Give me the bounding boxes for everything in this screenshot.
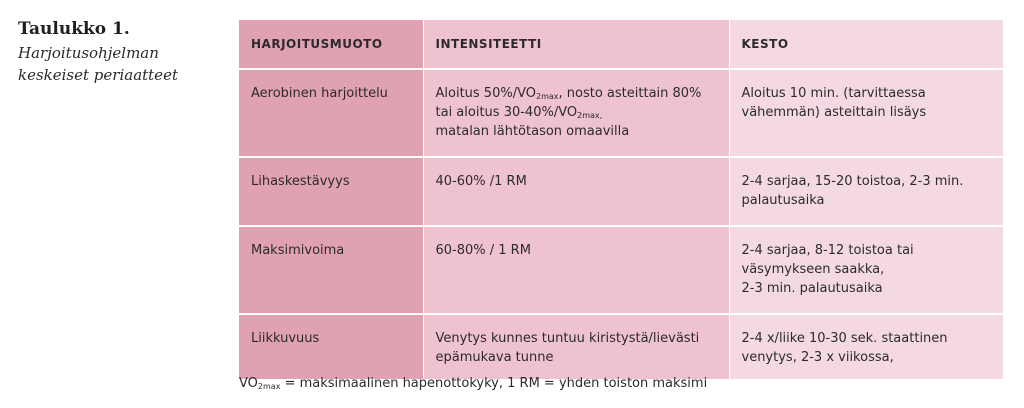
table-title: [18, 42, 218, 86]
table-row: [239, 69, 1003, 157]
cell-duration: Aloitus 10 min. (tarvittaessa vähemmän) asteittain lisäys: [729, 69, 1003, 157]
table-title-line-1: Harjoitusohjelman: [18, 44, 159, 62]
cell-intensity: [423, 69, 729, 157]
cell-form: Liikkuvuus: [239, 314, 423, 379]
table-footnote: $VO_{2max}$ = maksimaalinen hapenottokyky, 1 RM = yhden toiston maksimi: [239, 376, 708, 391]
cell-duration: 2-4 sarjaa, 8-12 toistoa tai väsymykseen saakka, 2-3 min. palautusaika: [729, 226, 1003, 314]
table-row: [239, 157, 1003, 226]
intensity-line-2: tai aloitus $30-40\%/VO_{2max,}$: [435, 105, 603, 120]
cell-duration: 2-4 x/liike 10-30 sek. staattinen venytys, 2-3 x viikossa,: [729, 314, 1003, 379]
training-principles-table: [239, 20, 1003, 379]
table-title-line-2: keskeiset periaatteet: [18, 66, 178, 84]
cell-duration: 2-4 sarjaa, 15-20 toistoa, 2-3 min. palautusaika: [729, 157, 1003, 226]
header-intensiteetti: INTENSITEETTI: [423, 20, 729, 69]
cell-form: Maksimivoima: [239, 226, 423, 314]
header-harjoitusmuoto: HARJOITUSMUOTO: [239, 20, 423, 69]
header-kesto: KESTO: [729, 20, 1003, 69]
table-row: [239, 314, 1003, 379]
intensity-line-1: Aloitus $50\%/VO_{2max}$, nosto asteittain 80%: [435, 86, 702, 101]
cell-form: Aerobinen harjoittelu: [239, 69, 423, 157]
table-caption: [18, 18, 218, 86]
table-header-row: [239, 20, 1003, 69]
cell-intensity: Venytys kunnes tuntuu kiristystä/lievästi epämukava tunne: [423, 314, 729, 379]
intensity-line-3: matalan lähtötason omaavilla: [435, 124, 630, 139]
cell-intensity: 60-80% / 1 RM: [423, 226, 729, 314]
cell-intensity: 40-60% /1 RM: [423, 157, 729, 226]
table-row: [239, 226, 1003, 314]
table-label: Taulukko 1.: [18, 19, 130, 39]
cell-form: Lihaskestävyys: [239, 157, 423, 226]
